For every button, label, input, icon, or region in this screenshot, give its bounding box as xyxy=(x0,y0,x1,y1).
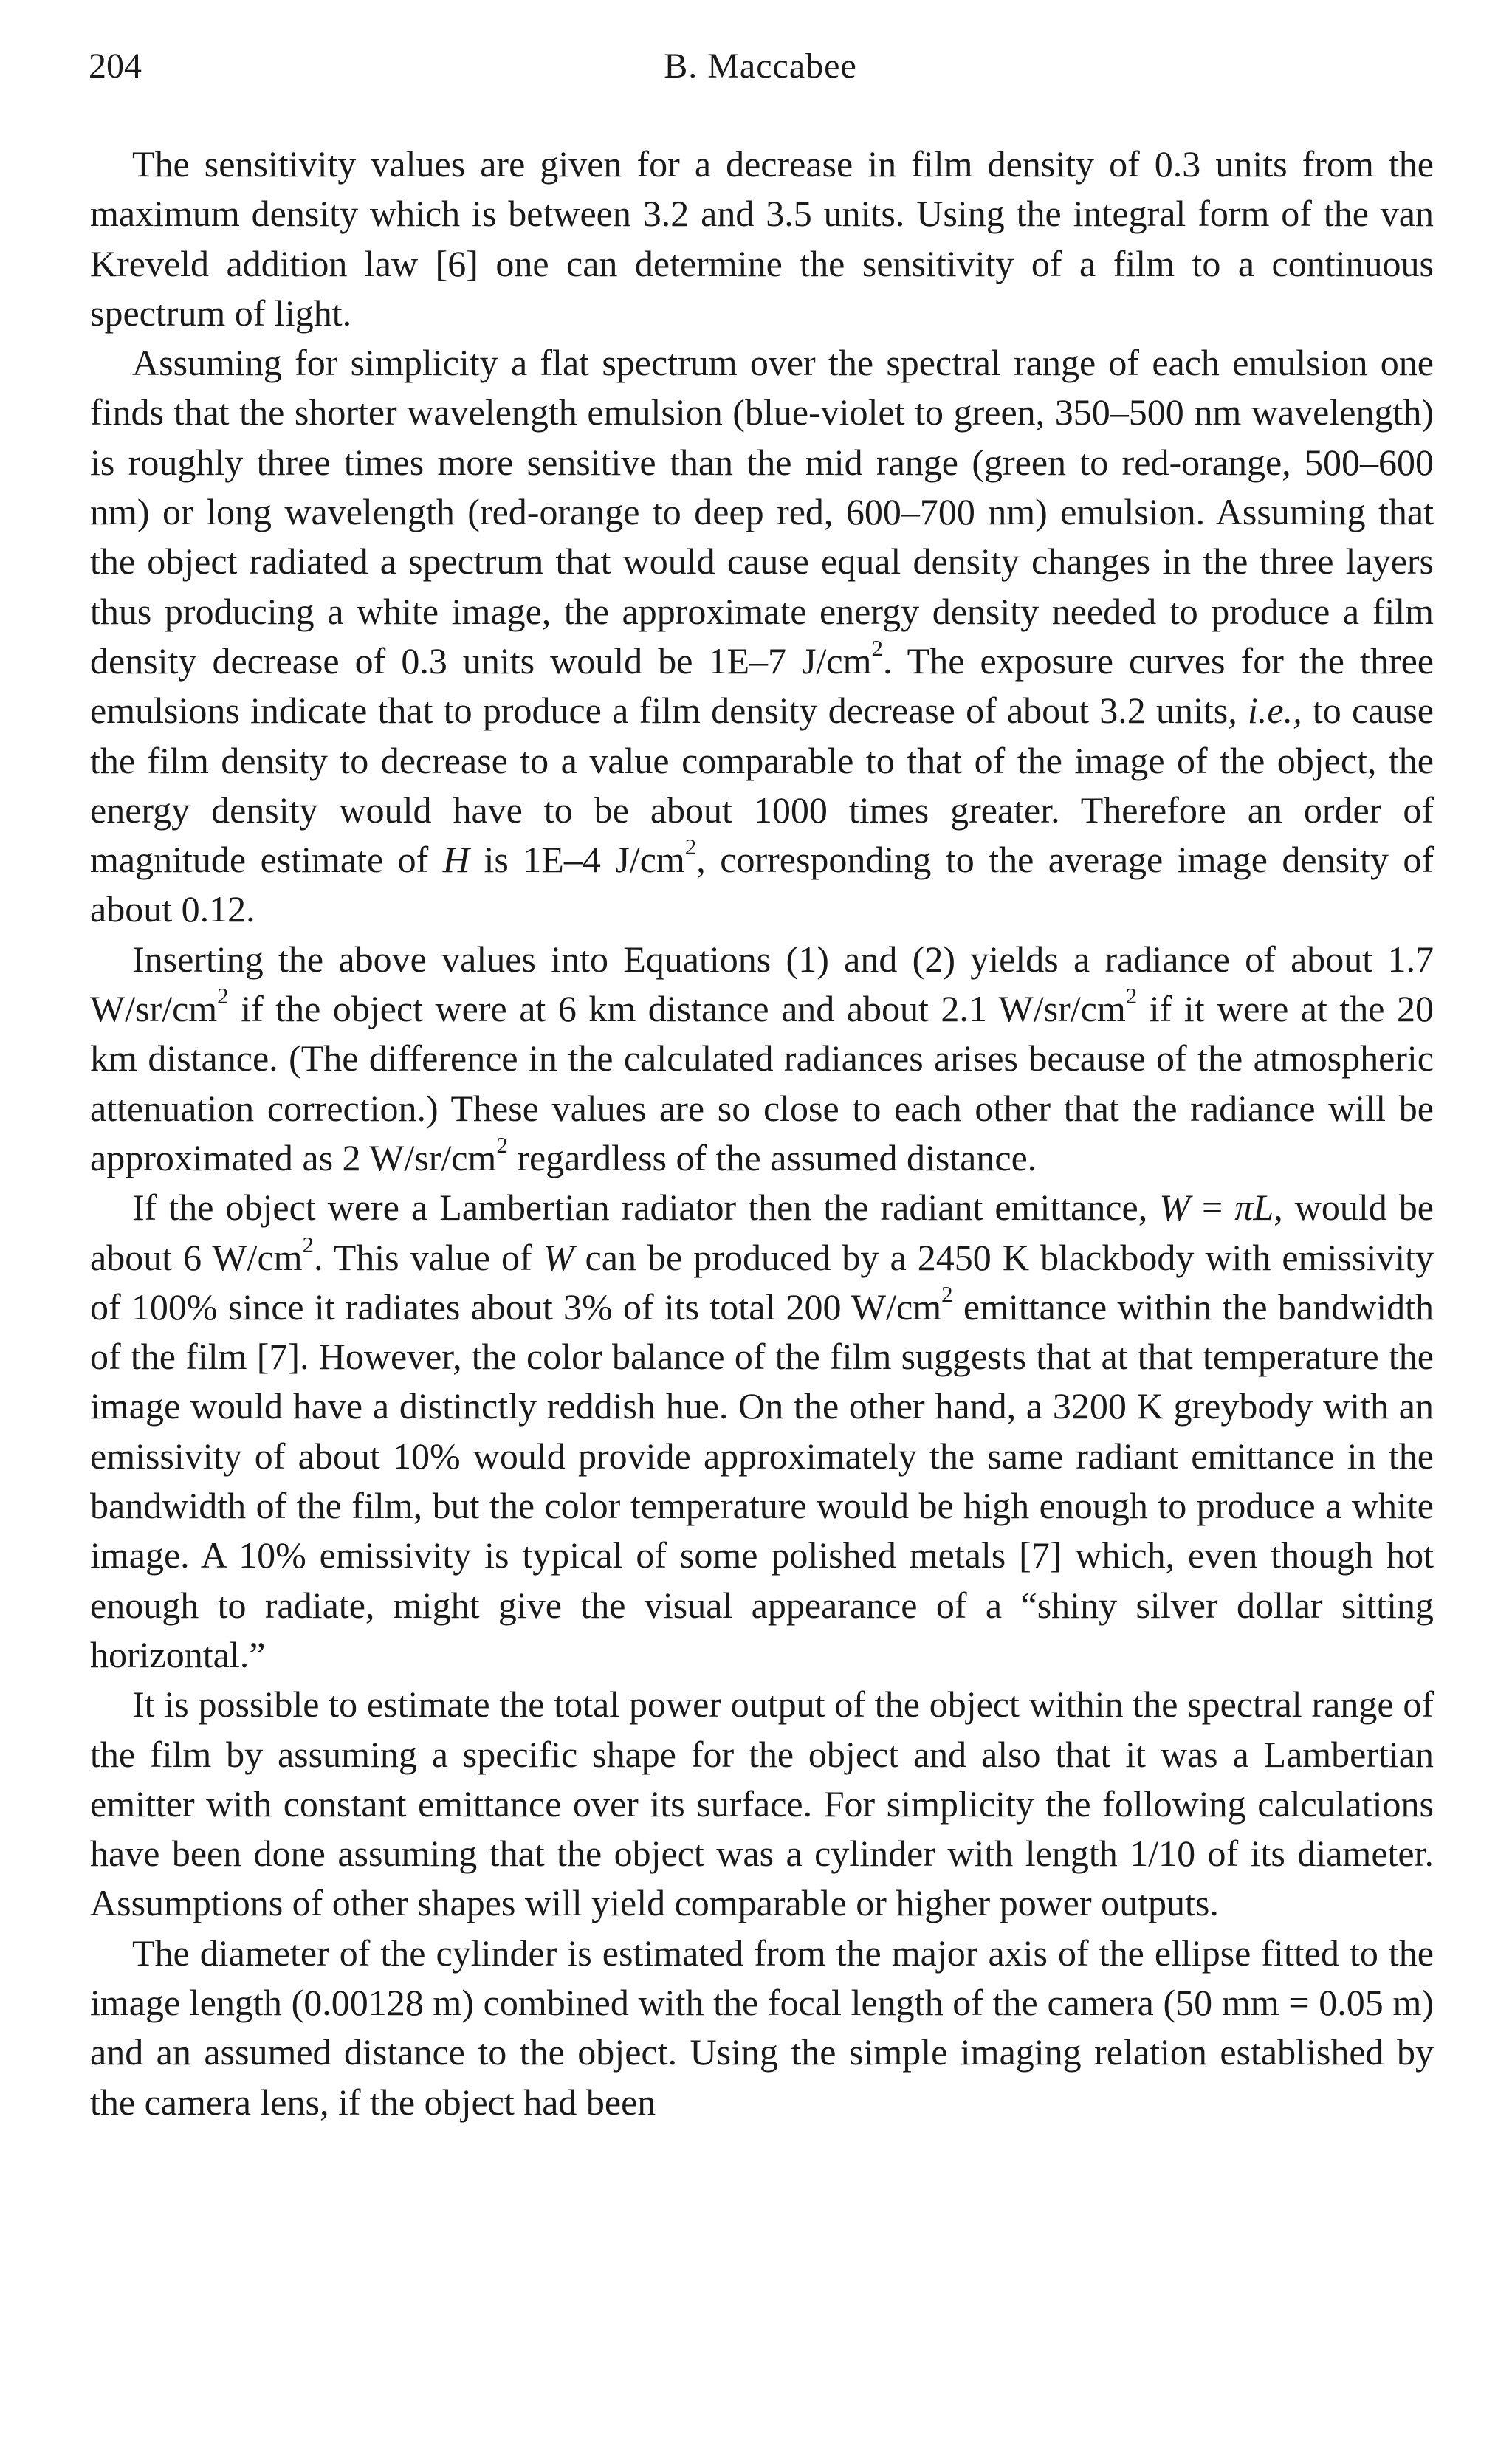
superscript: 2 xyxy=(302,1231,315,1257)
text-run: Inserting the above values into Equations (1) and (2) yields a radiance of about 1.7 W/sr/cm xyxy=(90,938,1434,1030)
paragraph-text: It is possible to estimate the total power output of the object within the spectral range of the film by assuming a specific shape for the object and also that it was a Lambertian emitter with constant emittance over its surface. For simplicity the following calculations have been done assuming that the object was a cylinder with length 1/10 of its diameter. Assumptions of other shapes will yield comparable or higher power outputs. xyxy=(90,1683,1434,1924)
text-run: = xyxy=(1189,1187,1235,1229)
superscript: 2 xyxy=(1125,982,1138,1009)
paragraph-text: The diameter of the cylinder is estimated from the major axis of the ellipse fitted to the image length (0.00128 m) combined with the focal length of the camera (50 mm = 0.05 m) and an assumed distance to the object. Using the simple imaging relation established by the camera lens, if the object had been xyxy=(90,1932,1434,2123)
superscript: 2 xyxy=(684,833,697,859)
text-run: regardless of the assumed distance. xyxy=(507,1136,1037,1178)
italic-abbreviation: i.e., xyxy=(1248,690,1302,732)
paragraph-6 xyxy=(90,1929,1434,2127)
italic-variable: W xyxy=(1159,1187,1190,1229)
paragraph-5 xyxy=(90,1680,1434,1928)
superscript: 2 xyxy=(496,1131,508,1158)
text-run: if the object were at 6 km distance and about 2.1 W/sr/cm xyxy=(228,988,1126,1030)
text-run: If the object were a Lambertian radiator then the radiant emittance, xyxy=(132,1187,1160,1229)
text-run: , corresponding to the average image density of about 0.12. xyxy=(90,839,1434,930)
text-run: emittance within the bandwidth of the film [7]. However, the color balance of the film suggests that at that temperature the image would have a distinctly reddish hue. On the other hand, a 3200 K greybody with an emissivity of about 10% would provide approximately the same radiant emittance in the bandwidth of the film, but the color temperature would be high enough to produce a white image. A 10% emissivity is typical of some polished metals [7] which, even though hot enough to radiate, might give the visual appearance of a “shiny silver dollar sitting horizontal.” xyxy=(90,1285,1434,1675)
text-run: can be produced by a 2450 K blackbody with emissivity of 100% since it radiates about 3% of its total 200 W/cm xyxy=(90,1236,1434,1328)
italic-variable: L xyxy=(1253,1187,1274,1229)
superscript: 2 xyxy=(941,1280,953,1307)
paragraph-3 xyxy=(90,935,1434,1183)
superscript: 2 xyxy=(871,634,884,661)
italic-pi-symbol: π xyxy=(1234,1187,1254,1229)
paragraph-1 xyxy=(90,140,1434,338)
text-run: Assuming for simplicity a flat spectrum over the spectral range of each emulsion one finds that the shorter wavelength emulsion (blue-violet to green, 350–500 nm wavelength) is roughly three times more sensitive than the mid range (green to red-orange, 500–600 nm) or long wavelength (red-orange to deep red, 600–700 nm) emulsion. Assuming that the object radiated a spectrum that would cause equal density changes in the three layers thus producing a white image, the approximate energy density needed to produce a film density decrease of 0.3 units would be 1E–7 J/cm xyxy=(90,342,1434,682)
italic-variable: H xyxy=(442,839,470,881)
text-run: to cause the film density to decrease to a value comparable to that of the image of the object, the energy density would have to be about 1000 times greater. Therefore an order of magnitude estimate of xyxy=(90,690,1434,881)
text-run: is 1E–4 J/cm xyxy=(469,839,685,881)
running-head-author: B. Maccabee xyxy=(664,47,857,86)
text-run: . The exposure curves for the three emulsions indicate that to produce a film density decrease of about 3.2 units, xyxy=(90,639,1434,732)
italic-variable: W xyxy=(543,1236,574,1278)
paragraph-4 xyxy=(90,1183,1434,1680)
page-header xyxy=(89,44,1432,89)
text-run: , would be about 6 W/cm xyxy=(90,1187,1434,1278)
text-run: if it were at the 20 km distance. (The difference in the calculated radiances arises because of the atmospheric attenuation correction.) These values are so close to each other that the radiance will be approximated as 2 W/sr/cm xyxy=(90,988,1434,1178)
body-text xyxy=(90,140,1434,2127)
paragraph-2 xyxy=(90,338,1434,935)
paragraph-text: The sensitivity values are given for a decrease in film density of 0.3 units from the maximum density which is between 3.2 and 3.5 units. Using the integral form of the van Kreveld addition law [6] one can determine the sensitivity of a film to a continuous spectrum of light. xyxy=(90,143,1434,334)
superscript: 2 xyxy=(217,982,229,1009)
page-number: 204 xyxy=(89,47,142,86)
text-run: . This value of xyxy=(314,1236,543,1278)
